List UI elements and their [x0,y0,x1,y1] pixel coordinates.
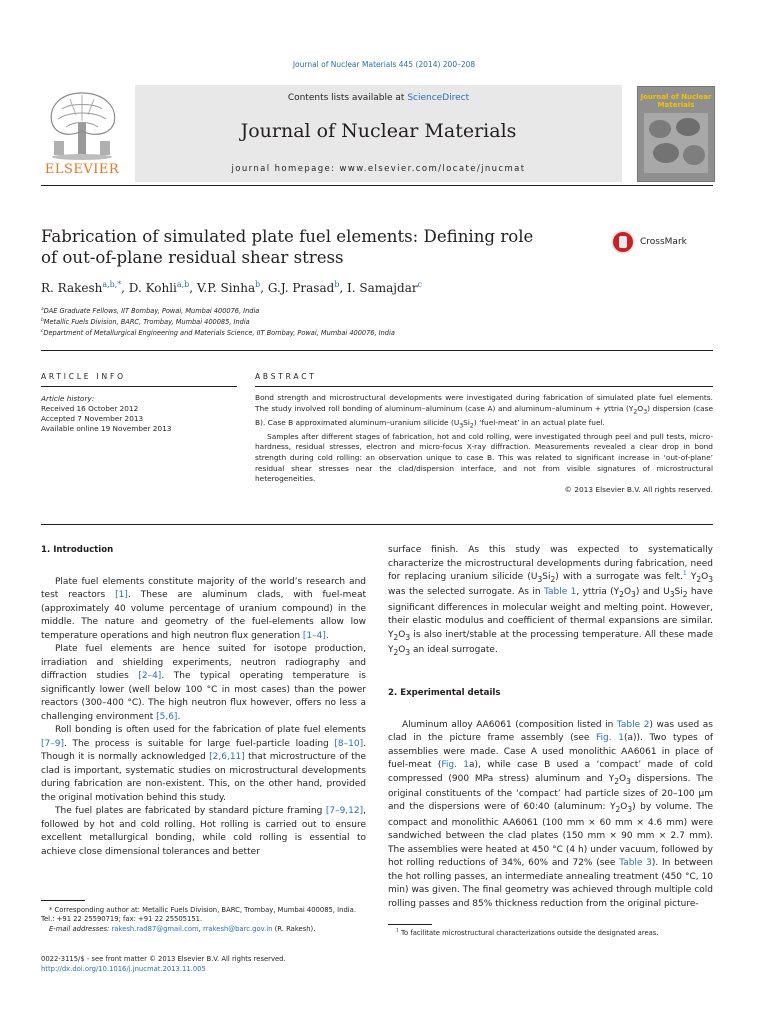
author-separator: , [121,281,129,295]
author-affiliation-mark[interactable]: b [255,280,261,289]
affiliation-mark: b [41,317,44,323]
author-name: G.J. Prasad [267,281,335,295]
author-separator: , [189,281,197,295]
history-received: Received 16 October 2012 [41,404,139,413]
affiliation-mark: c [41,328,44,334]
corresponding-author-text: * Corresponding author at: Metallic Fuels Division, BARC, Trombay, Mumbai 400085, India. Tel.: +91 22 25590719; fax: +91 22 25505151. [41,906,357,924]
abstract-copyright: © 2013 Elsevier B.V. All rights reserved. [564,484,713,494]
footnote-rule [388,924,432,925]
body-paragraph: Plate fuel elements constitute majority of the world’s research and test reactors [1]. These are aluminum clads, with fuel-meat (approximately 40 volume percentage of uranium compound) in the middle. The nature and geometry of the fuel-elements allow low temperature operations and high neutron flux generation [1–4]. [41,576,366,641]
author-list [41,281,422,295]
affiliation-text: Department of Metallurgical Engineering and Materials Science, IIT Bombay, Powai, Mumbai 400076, India [43,329,395,337]
body-paragraph: The fuel plates are fabricated by standard picture framing [7–9,12], followed by hot and cold rolling. Hot rolling is carried out to ensure excellent metallurgical bonding, while cold rolling is essential to achieve close dimensional tolerances and better [41,806,366,857]
author-affiliation-mark[interactable]: b [334,280,340,289]
journal-homepage[interactable]: journal homepage: www.elsevier.com/locate/jnucmat [231,164,526,174]
title-line-2: of out-of-plane residual shear stress [41,248,344,267]
affiliation [41,329,395,337]
contents-prefix: Contents lists available at [287,93,408,103]
citation-link[interactable]: [2,6,11] [209,752,245,762]
footnote-text: To facilitate microstructural characterizations outside the designated areas. [398,929,659,937]
journal-cover-image [637,86,715,182]
email-link[interactable]: rakesh.rad87@gmail.com [111,924,199,933]
crossmark-label[interactable]: CrossMark [640,237,687,247]
citation-link[interactable]: [8–10] [334,738,364,749]
abstract-body [255,393,713,495]
body-paragraph: Aluminum alloy AA6061 (composition listed in Table 2) was used as clad in the picture frame assembly (see Fig. 1(a)). Two types of assemblies were made. Case A used monolithic AA6061 in place of fuel-meat (Fig. 1a), while case B used a ‘compact’ made of cold compressed (900 MPa stress) aluminum and $Y_2O_3$ dispersions. The original constituents of the ‘compact’ had particle sizes of 20–100 μm and the dispersions were of 60:40 (aluminum: $Y_2O_3$) by volume. The compact and monolithic AA6061 (100 mm × 60 mm × 4.6 mm) were sandwiched between the clad plates (150 mm × 90 mm × 2.7 mm). The assemblies were heated at 450 °C (4 h) under vacuum, followed by hot rolling reductions of 34%, 60% and 72% (see Table 3). In between the hot rolling passes, an intermediate annealing treatment (450 °C, 10 min) was given. The final geometry was achieved through multiple cold rolling passes and 85% thickness reduction from the original picture- [388,719,714,909]
author-name: D. Kohli [128,281,177,295]
affiliation-mark: a [41,306,44,312]
affiliation-text: Metallic Fuels Division, BARC, Trombay, Mumbai 400085, India [43,318,250,326]
history-label: Article history: [41,394,95,403]
author-name: I. Samajdar [347,281,418,295]
table-link[interactable]: Table 2 [616,719,650,730]
issn-line: 0022-3115/$ - see front matter © 2013 Elsevier B.V. All rights reserved. [41,955,286,963]
affiliation [41,307,259,315]
corresponding-author-footnote [41,906,366,934]
abstract-rule [255,386,713,387]
abstract-label: ABSTRACT [255,372,317,381]
author-separator: , [339,281,348,295]
contents-availability [135,93,622,103]
citation-link[interactable]: [5,6] [156,711,178,722]
footnote-mark[interactable]: 1 [682,570,687,577]
footnote-number: 1 [396,928,399,934]
figure-link[interactable]: Fig. 1 [596,733,624,744]
figure-link[interactable]: Fig. 1 [441,760,470,771]
article-history [41,394,171,434]
history-accepted: Accepted 7 November 2013 [41,414,144,423]
abstract-paragraph: Samples after different stages of fabrication, hot and cold rolling, were investigated through peel and pull tests, micro-hardness, residual stresses, electron and micro-focus X-ray diffraction. Measurements revealed a clear drop in bond strength during cold rolling: an observation unique to case B. This was related to significant increase in ‘out-of-plane’ residual shear stresses near the clad/dispersion interface, and not from visible signatures of microstructural heterogeneities. [255,431,713,484]
footnote-rule [41,900,85,901]
journal-name: Journal of Nuclear Materials [240,120,517,142]
sciencedirect-link[interactable]: ScienceDirect [407,93,470,103]
doi-link[interactable]: http://dx.doi.org/10.1016/j.jnucmat.2013.11.005 [41,965,206,973]
publisher-logo-text: ELSEVIER [44,162,120,177]
citation-link[interactable]: [7–9] [41,738,64,749]
table-link[interactable]: Table 1 [543,587,577,598]
left-column [41,544,366,859]
citation-link[interactable]: [1] [115,590,128,600]
title-line-1: Fabrication of simulated plate fuel elements: Defining role [41,227,534,246]
body-paragraph: surface finish. As this study was expected to systematically characterize the microstructural developments during fabrication, need for replacing uranium silicide $(U_3Si_2)$ with a surrogate was felt.$^1$ $Y_2O_3$ was the selected surrogate. As in Table 1, yttria $(Y_2O_3)$ and $U_3Si_2$ have significant differences in molecular weight and melting point. However, their elastic modulus and coefficient of thermal expansions are similar. $Y_2O_3$ is also inert/stable at the processing temperature. All these made $Y_2O_3$ an ideal surrogate. [388,545,714,657]
cover-picture [644,113,708,173]
affiliation [41,318,250,326]
table-link[interactable]: Table 3 [619,858,652,869]
elsevier-tree-logo [40,85,124,161]
author-name: R. Rakesh [41,281,103,295]
section-heading-introduction: 1. Introduction [41,545,114,555]
crossmark-icon[interactable] [611,230,635,254]
header-rule [41,185,713,186]
article-title [41,226,551,268]
author-affiliation-mark[interactable]: c [417,280,423,289]
email-line: E-mail addresses: rakesh.rad87@gmail.com, rrakesh@barc.gov.in (R. Rakesh). [49,924,316,933]
citation-link[interactable]: [1–4] [302,630,326,641]
journal-masthead [135,85,622,182]
author-separator: , [260,281,268,295]
article-info-label: ARTICLE INFO [41,372,126,381]
affiliation-text: DAE Graduate Fellows, IIT Bombay, Powai, Mumbai 400076, India [43,307,260,315]
page-footer [41,954,286,974]
front-matter-rule [41,350,713,351]
body-paragraph: Plate fuel elements are hence suited for isotope production, irradiation and shielding experiments, neutron radiography and diffraction studies [2–4]. The typical operating temperature is significantly lower (well below 100 °C in most cases) than the power reactors (300–400 °C). The high neutron flux however, offers no less a challenging environment [5,6]. [41,644,366,722]
right-column [388,544,713,911]
history-online: Available online 19 November 2013 [41,424,172,433]
journal-reference[interactable]: Journal of Nuclear Materials 445 (2014) 200–208 [292,60,476,69]
cover-title: Journal of Nuclear Materials [640,93,712,109]
citation-link[interactable]: [7–9,12] [325,806,364,816]
abstract-paragraph: Bond strength and microstructural developments were investigated during fabrication of simulated plate fuel elements. The study involved roll bonding of aluminum–aluminum (case A) and aluminum–aluminum + yttria $(Y_2O_3)$ dispersion (case B). Case B approximated aluminum–uranium silicide $(U_3Si_2)$ ‘fuel-meat’ in an actual plate fuel. [255,393,714,430]
section-heading-experimental: 2. Experimental details [388,688,501,699]
author-name: V.P. Sinha [196,281,256,295]
body-paragraph: Roll bonding is often used for the fabrication of plate fuel elements [7–9]. The process is suitable for large fuel-particle loading [8–10]. Though it is normally acknowledged [2,6,11] that microstructure of the clad is important, systematic studies on microstructural developments during fabrication are non-existent. This, on the other hand, provided the original motivation behind this study. [41,725,366,803]
citation-link[interactable]: [2–4] [138,671,162,681]
surrogate-footnote [388,929,713,938]
article-info-rule [41,386,237,387]
abstract-end-rule [41,524,713,525]
email-link[interactable]: rrakesh@barc.gov.in [202,924,273,933]
author-affiliation-mark[interactable]: a,b,* [102,280,122,289]
author-affiliation-mark[interactable]: a,b [176,280,190,289]
